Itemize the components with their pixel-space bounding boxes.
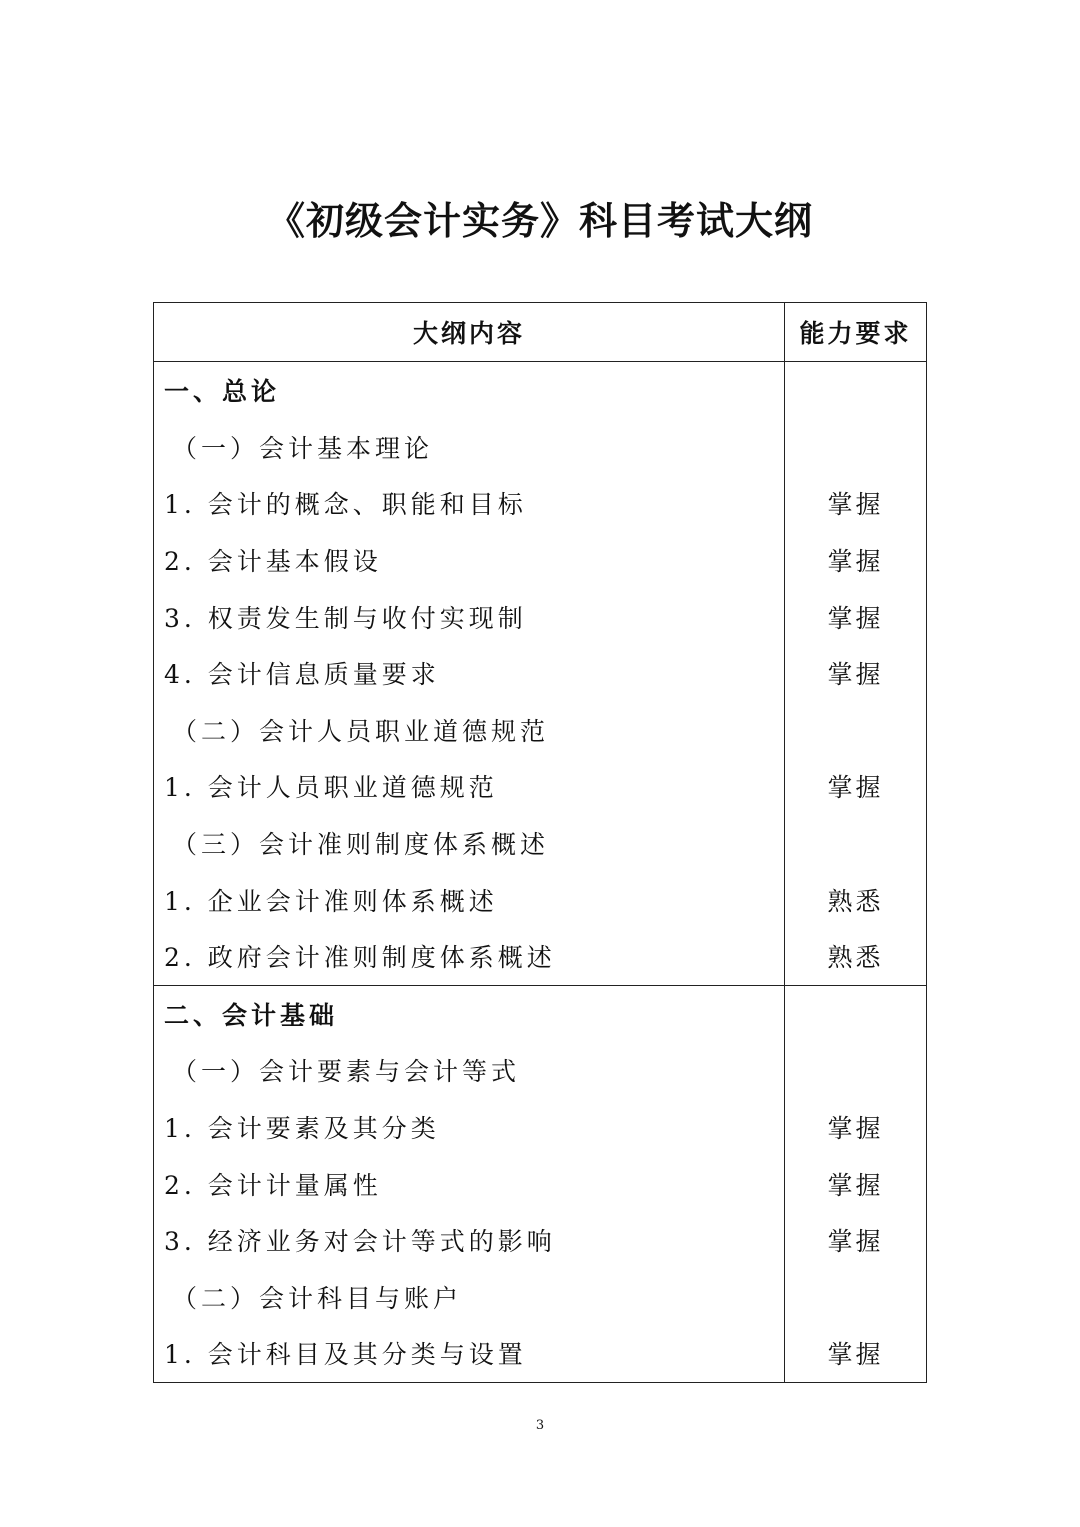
outline-item: 3. 权责发生制与收付实现制 — [154, 588, 785, 645]
requirement-level — [785, 986, 926, 1043]
outline-item: （一）会计基本理论 — [154, 419, 785, 476]
requirement-level — [785, 815, 926, 872]
requirement-level — [785, 1042, 926, 1099]
table-row — [154, 588, 926, 645]
table-row — [154, 532, 926, 589]
table-row — [154, 928, 926, 985]
syllabus-table — [153, 302, 927, 1383]
outline-item: 2. 政府会计准则制度体系概述 — [154, 928, 785, 985]
requirement-level: 掌握 — [827, 603, 884, 633]
table-section — [154, 362, 926, 985]
outline-item: 2. 会计基本假设 — [154, 532, 785, 589]
outline-item: 4. 会计信息质量要求 — [154, 645, 785, 702]
requirement-level: 熟悉 — [827, 943, 884, 973]
table-section — [154, 985, 926, 1382]
page-number: 3 — [535, 1418, 545, 1433]
table-row — [154, 1099, 926, 1156]
table-row — [154, 702, 926, 759]
header-content: 大纲内容 — [154, 303, 785, 361]
outline-item: 二、会计基础 — [154, 986, 785, 1043]
table-row — [154, 986, 926, 1043]
requirement-level: 掌握 — [827, 490, 884, 520]
table-row — [154, 1325, 926, 1382]
outline-item: 1. 会计科目及其分类与设置 — [154, 1325, 785, 1382]
table-body — [154, 362, 926, 1382]
table-header — [154, 303, 926, 362]
requirement-level: 掌握 — [827, 1114, 884, 1144]
requirement-level: 掌握 — [827, 1170, 884, 1200]
requirement-level: 掌握 — [827, 660, 884, 690]
table-row — [154, 645, 926, 702]
requirement-level — [785, 362, 926, 419]
requirement-level: 掌握 — [827, 547, 884, 577]
outline-item: 3. 经济业务对会计等式的影响 — [154, 1212, 785, 1269]
requirement-level: 掌握 — [827, 1340, 884, 1370]
requirement-level — [785, 1269, 926, 1326]
document-title: 《初级会计实务》科目考试大纲 — [266, 198, 813, 243]
requirement-level: 掌握 — [827, 773, 884, 803]
outline-item: 一、总论 — [154, 362, 785, 419]
outline-item: 1. 企业会计准则体系概述 — [154, 871, 785, 928]
outline-item: （二）会计人员职业道德规范 — [154, 702, 785, 759]
outline-item: 1. 会计人员职业道德规范 — [154, 758, 785, 815]
table-row — [154, 871, 926, 928]
outline-item: 2. 会计计量属性 — [154, 1155, 785, 1212]
outline-item: 1. 会计的概念、职能和目标 — [154, 475, 785, 532]
table-row — [154, 758, 926, 815]
table-row — [154, 815, 926, 872]
table-row — [154, 1042, 926, 1099]
table-row — [154, 1269, 926, 1326]
table-row — [154, 1212, 926, 1269]
outline-item: （一）会计要素与会计等式 — [154, 1042, 785, 1099]
header-requirement: 能力要求 — [799, 319, 912, 348]
outline-item: （三）会计准则制度体系概述 — [154, 815, 785, 872]
requirement-level — [785, 702, 926, 759]
table-row — [154, 475, 926, 532]
outline-item: （二）会计科目与账户 — [154, 1269, 785, 1326]
requirement-level — [785, 419, 926, 476]
table-row — [154, 1155, 926, 1212]
requirement-level: 掌握 — [827, 1227, 884, 1257]
table-row — [154, 362, 926, 419]
requirement-level: 熟悉 — [827, 886, 884, 916]
table-row — [154, 419, 926, 476]
outline-item: 1. 会计要素及其分类 — [154, 1099, 785, 1156]
